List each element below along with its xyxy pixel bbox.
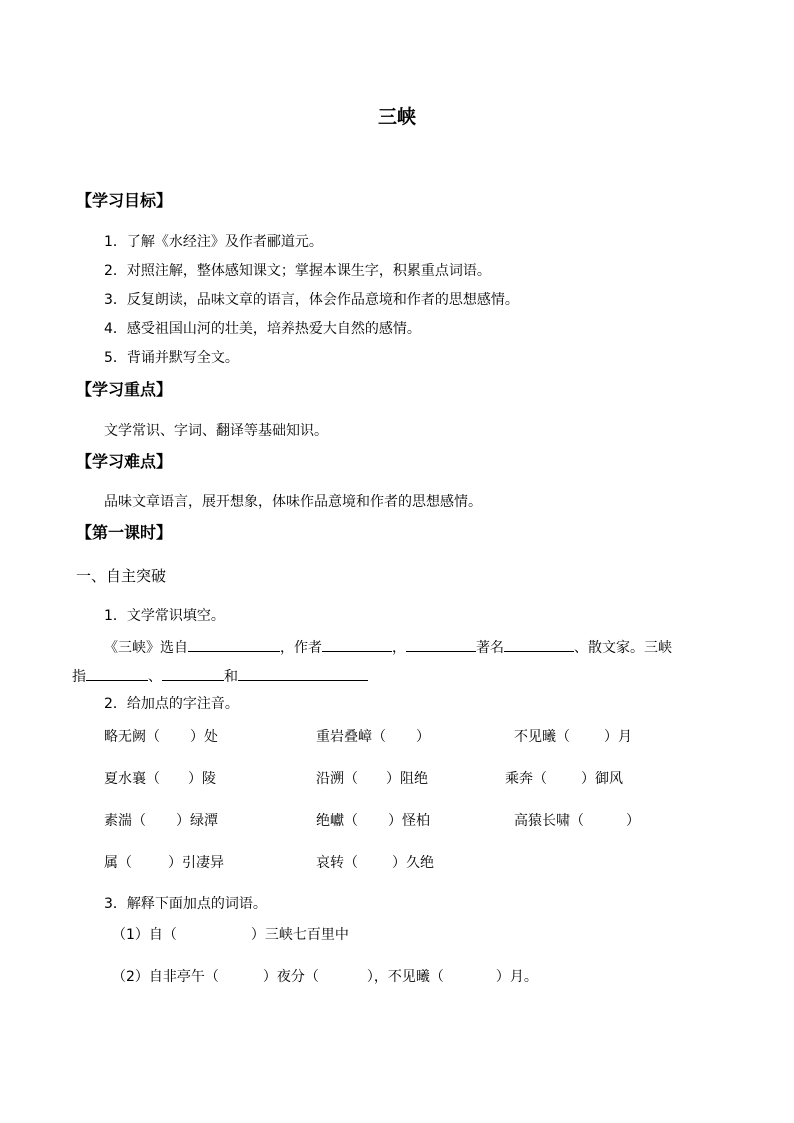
q2-item-4-1	[104, 856, 224, 870]
page-title: 三峡	[377, 106, 416, 128]
key-points-heading: 【学习重点】	[76, 380, 173, 399]
goals-heading: 【学习目标】	[76, 191, 173, 210]
first-lesson-heading: 【第一课时】	[76, 523, 173, 542]
goal-item-2: 2．对照注解，整体感知课文；掌握本课生字，积累重点词语。	[104, 263, 491, 279]
q1-text-c: ，	[392, 640, 406, 656]
q2-text: 重岩叠嶂（	[316, 729, 386, 745]
q2-text: ）御风	[581, 771, 623, 787]
goal-item-3: 3．反复朗读，品味文章的语言，体会作品意境和作者的思想感情。	[104, 292, 519, 308]
q2-text: ）月	[604, 729, 632, 745]
q1-text-d: 著名	[476, 640, 504, 656]
q2-text: ）绿潭	[176, 813, 218, 829]
q3-text: ）夜分（	[262, 969, 319, 985]
q1-blank-source[interactable]	[188, 638, 280, 652]
q2-item-1-2	[316, 730, 430, 744]
difficulties-heading: 【学习难点】	[76, 452, 173, 471]
q2-item-3-2	[316, 814, 430, 828]
q1-blank-identity[interactable]	[504, 638, 574, 652]
q3-text: （1）自（	[112, 927, 177, 943]
q1-label: 1．文学常识填空。	[104, 608, 225, 624]
q2-text: 乘奔（	[505, 771, 547, 787]
q1-blank-gorge-1[interactable]	[86, 667, 148, 681]
q1-text-f: 指	[72, 669, 86, 685]
q2-text: 哀转（	[316, 855, 358, 871]
goal-item-4: 4．感受祖国山河的壮美，培养热爱大自然的感情。	[104, 321, 421, 337]
q2-item-4-2	[316, 856, 434, 870]
q1-text-h: 和	[224, 669, 238, 685]
q2-text: ）陵	[188, 771, 216, 787]
q1-blank-era[interactable]	[406, 638, 476, 652]
q2-text: 属（	[104, 855, 132, 871]
q2-text: ）阻绝	[386, 771, 428, 787]
q1-text-a: 《三峡》选自	[104, 640, 188, 656]
q2-text: 高猿长啸（	[514, 813, 584, 829]
q3-text: ），不见曦（	[366, 969, 444, 985]
part1-heading: 一、自主突破	[76, 567, 167, 585]
q2-text: 略无阙（	[104, 729, 160, 745]
q3-text: ）三峡七百里中	[250, 927, 349, 943]
q1-line2	[72, 667, 368, 684]
q2-label: 2．给加点的字注音。	[104, 696, 239, 712]
q1-text-g: 、	[148, 669, 162, 685]
q2-item-2-3	[505, 772, 623, 786]
q2-text: 沿溯（	[316, 771, 358, 787]
goal-item-5: 5．背诵并默写全文。	[104, 350, 239, 366]
q2-item-3-3	[514, 814, 640, 828]
q2-text: ）怪柏	[388, 813, 430, 829]
q2-item-2-1	[104, 772, 216, 786]
q2-text: ）	[626, 813, 640, 829]
q1-blank-author[interactable]	[322, 638, 392, 652]
q2-item-3-1	[104, 814, 218, 828]
q2-text: ）引凄异	[168, 855, 224, 871]
q2-text: 素湍（	[104, 813, 146, 829]
q2-text: 夏水襄（	[104, 771, 160, 787]
q2-text: 不见曦（	[514, 729, 570, 745]
q2-item-1-1	[104, 730, 218, 744]
q3-sub2	[112, 970, 538, 984]
q3-sub1	[112, 928, 349, 942]
q1-blank-gorge-2[interactable]	[162, 667, 224, 681]
difficulties-text: 品味文章语言，展开想象，体味作品意境和作者的思想感情。	[104, 494, 482, 510]
q1-blank-gorge-3[interactable]	[238, 667, 368, 681]
q2-item-2-2	[316, 772, 428, 786]
q3-text: ）月。	[495, 969, 538, 985]
q1-text-b: ，作者	[280, 640, 322, 656]
q1-line1	[104, 638, 672, 655]
q2-text: 绝巘（	[316, 813, 358, 829]
goal-item-1: 1．了解《水经注》及作者郦道元。	[104, 234, 323, 250]
q2-text: ）久绝	[392, 855, 434, 871]
q3-text: （2）自非亭午（	[112, 969, 219, 985]
q2-text: ）处	[190, 729, 218, 745]
q2-item-1-3	[514, 730, 632, 744]
key-points-text: 文学常识、字词、翻译等基础知识。	[104, 423, 328, 439]
q3-label: 3．解释下面加点的词语。	[104, 896, 267, 912]
q2-text: ）	[416, 729, 430, 745]
q1-text-e: 、散文家。三峡	[574, 640, 672, 656]
